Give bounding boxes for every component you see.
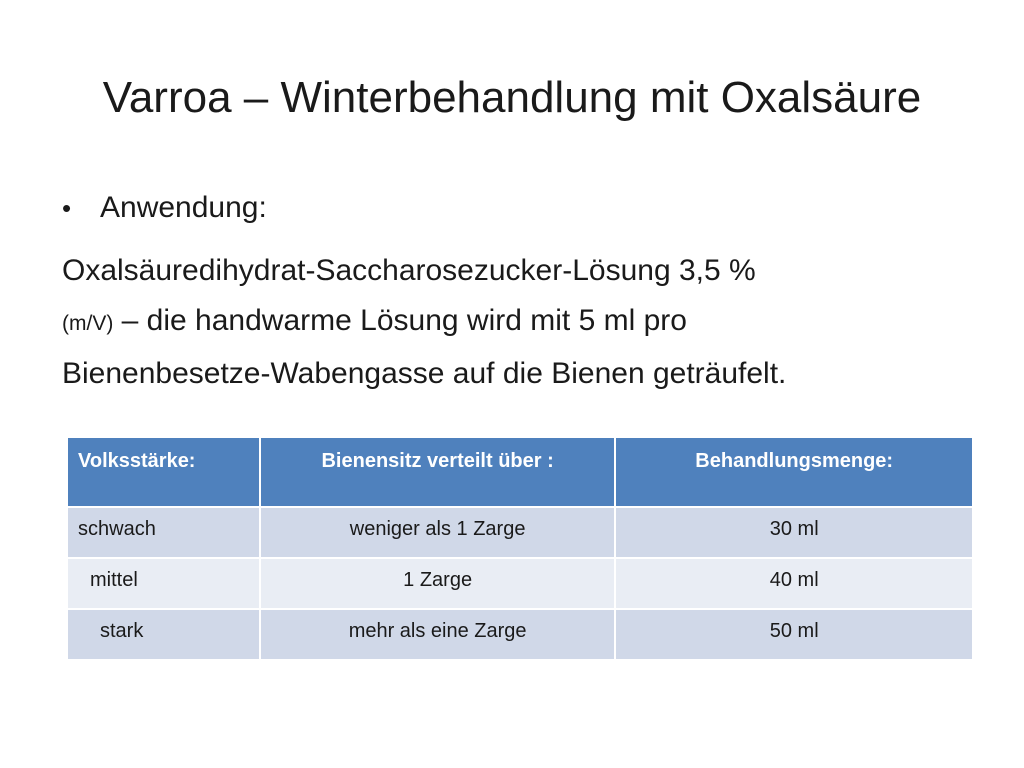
cell-amount: 50 ml: [616, 610, 972, 661]
table-row: [68, 508, 972, 559]
body-line-2-text: – die handwarme Lösung wird mit 5 ml pro: [113, 304, 687, 337]
slide-title: Varroa – Winterbehandlung mit Oxalsäure: [102, 73, 922, 122]
cell-strength: stark: [68, 610, 261, 661]
unit-note: (m/V): [62, 312, 114, 335]
body-line-1: Oxalsäuredihydrat-Saccharosezucker-Lösung 3,5 %: [62, 254, 756, 287]
body-line-3: Bienenbesetze-Wabengasse auf die Bienen geträufelt.: [62, 357, 787, 390]
cell-amount: 40 ml: [616, 559, 972, 610]
body-line-2: [62, 296, 962, 349]
cell-strength: schwach: [68, 508, 261, 559]
table-row: [68, 559, 972, 610]
cell-amount: 30 ml: [616, 508, 972, 559]
cell-spread: weniger als 1 Zarge: [261, 508, 617, 559]
table-header-row: [68, 438, 972, 508]
bullet-item: [62, 186, 267, 230]
bullet-icon: •: [62, 193, 72, 223]
header-volksstaerke: Volksstärke:: [68, 438, 261, 508]
body-paragraph: [62, 246, 962, 399]
cell-spread: mehr als eine Zarge: [261, 610, 617, 661]
dosage-table: [68, 438, 972, 661]
cell-spread: 1 Zarge: [261, 559, 617, 610]
header-behandlungsmenge: Behandlungsmenge:: [616, 438, 972, 508]
bullet-label: Anwendung:: [100, 191, 267, 224]
header-bienensitz: Bienensitz verteilt über :: [261, 438, 617, 508]
cell-strength: mittel: [68, 559, 261, 610]
table-row: [68, 610, 972, 661]
